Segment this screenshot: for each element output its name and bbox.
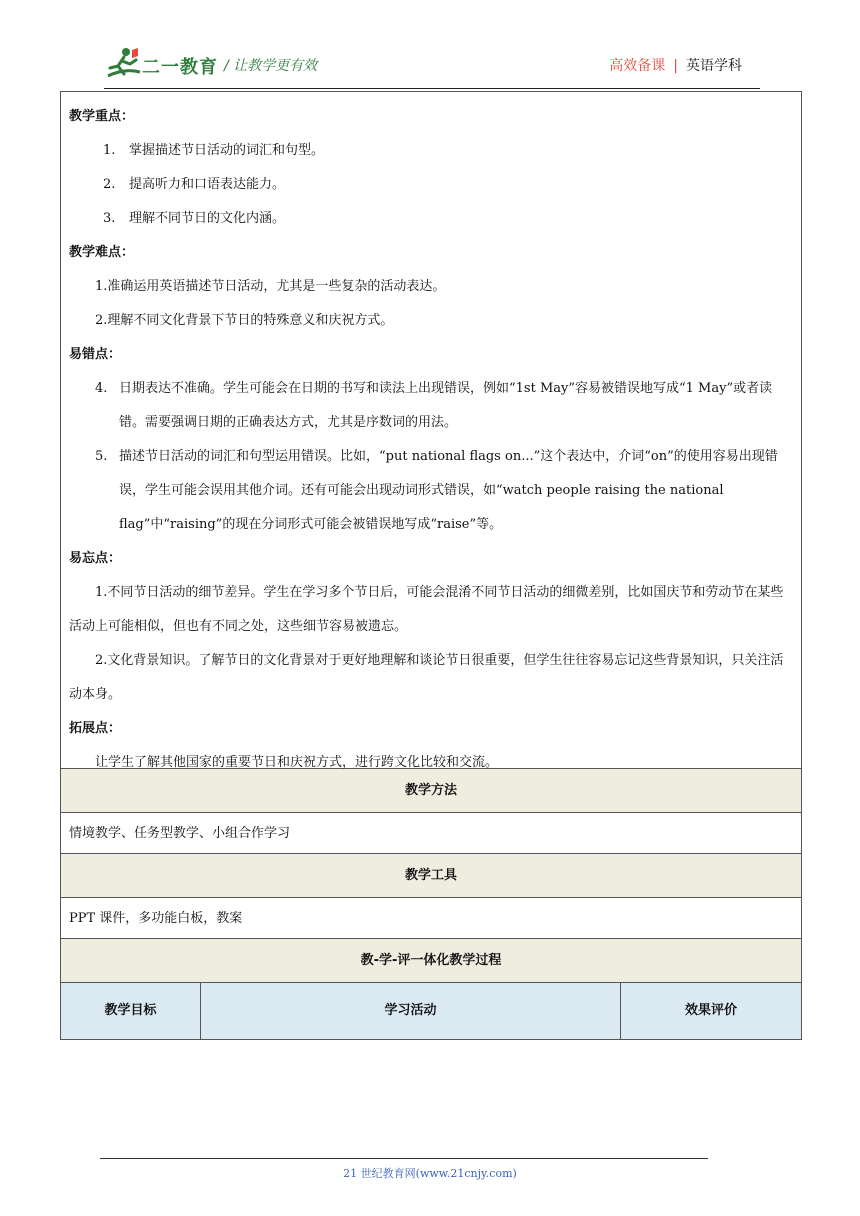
page-header <box>0 0 860 90</box>
extension-title: 拓展点： <box>69 721 122 736</box>
footer-text: 21 世纪教育网(www.21cnjy.com) <box>343 1167 517 1180</box>
list-item: 4. 日期表达不准确。学生可能会在日期的书写和读法上出现错误，例如“1st May”容易被错误地写成“1 May”或者读错。需要强调日期的正确表达方式，尤其是序数词的用法。 <box>95 381 773 430</box>
list-item: 5. 描述节日活动的词汇和句型运用错误。比如，“put national flags on...”这个表达中，介词“on”的使用容易出现错误，学生可能会误用其他介词。还有可能会出现动词形式错误，如“watch people raising the national flag”中“raising”的现在分词形式可能会被错误地写成“raise”等。 <box>95 449 778 532</box>
extension-text: 让学生了解其他国家的重要节日和庆祝方式，进行跨文化比较和交流。 <box>95 755 499 770</box>
header-subject: 英语学科 <box>686 58 742 74</box>
method-header: 教学方法 <box>61 768 801 812</box>
difficulties-title: 教学难点： <box>69 245 135 260</box>
list-item: 2. 提高听力和口语表达能力。 <box>103 177 286 192</box>
column-header: 效果评价 <box>621 983 801 1039</box>
logo-text: 二一教育 <box>142 57 218 78</box>
tools-header: 教学工具 <box>61 853 801 897</box>
process-columns <box>61 982 801 1040</box>
column-header: 教学目标 <box>61 983 201 1039</box>
tools-body: PPT 课件，多功能白板，教案 <box>61 897 801 938</box>
lesson-table <box>60 91 802 1040</box>
errors-title: 易错点： <box>69 347 122 362</box>
footer-divider <box>100 1158 708 1159</box>
column-header: 学习活动 <box>201 983 621 1039</box>
key-points-title: 教学重点： <box>69 109 135 124</box>
header-divider <box>104 88 760 89</box>
list-item: 2.理解不同文化背景下节日的特殊意义和庆祝方式。 <box>95 313 394 328</box>
list-item: 1.不同节日活动的细节差异。学生在学习多个节日后，可能会混淆不同节日活动的细微差别，比如国庆节和劳动节在某些活动上可能相似，但也有不同之处，这些细节容易被遗忘。 <box>69 585 784 634</box>
list-item: 1. 掌握描述节日活动的词汇和句型。 <box>103 143 325 158</box>
list-item: 3. 理解不同节日的文化内涵。 <box>103 211 286 226</box>
process-header: 教-学-评一体化教学过程 <box>61 938 801 982</box>
list-item: 1.准确运用英语描述节日活动，尤其是一些复杂的活动表达。 <box>95 279 446 294</box>
header-right <box>609 55 742 75</box>
header-separator: | <box>673 58 678 74</box>
header-label: 高效备课 <box>609 58 666 74</box>
header-slogan: / 让教学更有效 <box>224 58 318 74</box>
method-body: 情境教学、任务型教学、小组合作学习 <box>61 812 801 853</box>
lesson-points-cell <box>61 92 801 768</box>
forget-title: 易忘点： <box>69 551 122 566</box>
list-item: 2.文化背景知识。了解节日的文化背景对于更好地理解和谈论节日很重要，但学生往往容易忘记这些背景知识，只关注活动本身。 <box>69 653 784 702</box>
